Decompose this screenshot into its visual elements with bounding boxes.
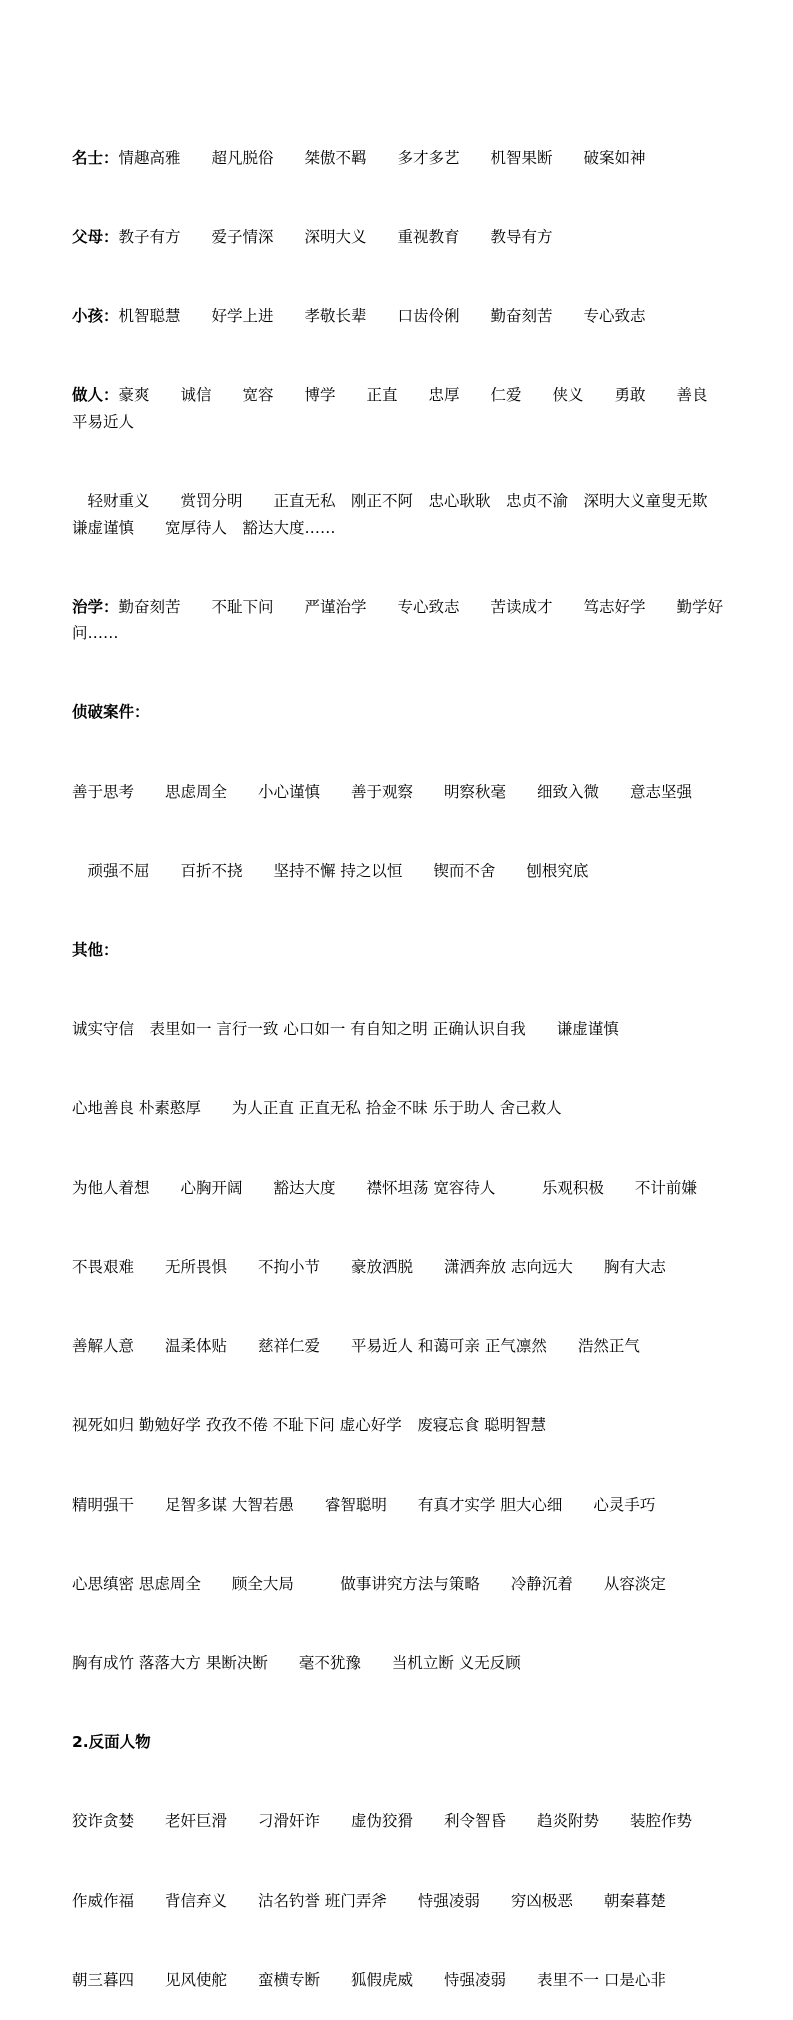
text-line xyxy=(72,779,727,805)
text-line xyxy=(72,1888,727,1914)
line-text: 心思缜密 思虑周全 顾全大局 做事讲究方法与策略 冷静沉着 从容淡定 xyxy=(72,1574,666,1593)
line-text: 胸有成竹 落落大方 果断决断 毫不犹豫 当机立断 义无反顾 xyxy=(72,1653,521,1672)
line-label: 侦破案件： xyxy=(72,703,150,722)
text-line xyxy=(72,1095,727,1121)
text-line xyxy=(72,1412,727,1438)
text-line xyxy=(72,858,727,884)
line-text: 教子有方 爱子情深 深明大义 重视教育 教导有方 xyxy=(118,228,553,247)
text-line xyxy=(72,145,727,171)
line-text: 为他人着想 心胸开阔 豁达大度 襟怀坦荡 宽容待人 乐观积极 不计前嫌 xyxy=(72,1178,697,1197)
line-label: 其他： xyxy=(72,941,119,959)
section-heading xyxy=(72,699,727,725)
text-line xyxy=(72,382,739,435)
line-text: 心地善良 朴素憨厚 为人正直 正直无私 拾金不昧 乐于助人 舍己救人 xyxy=(72,1099,562,1118)
text-line xyxy=(72,488,727,541)
line-text: 情趣高雅 超凡脱俗 桀傲不羁 多才多艺 机智果断 破案如神 xyxy=(118,148,646,167)
line-text: 作威作福 背信弃义 沽名钓誉 班门弄斧 恃强凌弱 穷凶极恶 朝秦暮楚 xyxy=(72,1891,666,1910)
text-line xyxy=(72,1571,727,1597)
line-text: 善于思考 思虑周全 小心谨慎 善于观察 明察秋毫 细致入微 意志坚强 xyxy=(72,782,693,801)
line-label: 做人： xyxy=(72,386,119,405)
line-text: 视死如归 勤勉好学 孜孜不倦 不耻下问 虚心好学 废寝忘食 聪明智慧 xyxy=(72,1416,547,1435)
section-heading xyxy=(72,937,727,963)
line-text: 善解人意 温柔体贴 慈祥仁爱 平易近人 和蔼可亲 正气凛然 浩然正气 xyxy=(72,1337,640,1356)
text-line xyxy=(72,1254,727,1280)
line-text: 顽强不屈 百折不挠 坚持不懈 持之以恒 锲而不舍 刨根究底 xyxy=(72,861,589,880)
line-text: 诚实守信 表里如一 言行一致 心口如一 有自知之明 正确认识自我 谦虚谨慎 xyxy=(72,1020,619,1039)
text-line xyxy=(72,1967,727,1993)
text-line xyxy=(72,1808,727,1834)
line-label: 治学： xyxy=(72,597,119,616)
text-line xyxy=(72,594,727,647)
text-line xyxy=(72,1650,727,1676)
line-label: 2.反面人物 xyxy=(72,1733,151,1752)
line-label: 父母： xyxy=(72,228,119,247)
line-text: 机智聪慧 好学上进 孝敬长辈 口齿伶俐 勤奋刻苦 专心致志 xyxy=(118,307,646,326)
text-line xyxy=(72,1333,727,1359)
line-text: 不畏艰难 无所畏惧 不拘小节 豪放洒脱 潇洒奔放 志向远大 胸有大志 xyxy=(72,1257,666,1276)
text-line xyxy=(72,1492,727,1518)
text-line xyxy=(72,1016,727,1042)
section-heading xyxy=(72,1729,727,1755)
document-body xyxy=(72,92,739,2020)
line-label: 小孩： xyxy=(72,307,119,326)
line-text: 朝三暮四 见风使舵 蛮横专断 狐假虎威 恃强凌弱 表里不一 口是心非 xyxy=(72,1970,666,1989)
line-label: 名士： xyxy=(72,148,119,167)
line-text: 狡诈贪婪 老奸巨滑 刁滑奸诈 虚伪狡猾 利令智昏 趋炎附势 装腔作势 xyxy=(72,1812,693,1831)
line-text: 豪爽 诚信 宽容 博学 正直 忠厚 仁爱 侠义 勇敢 善良 平易近人 xyxy=(72,386,739,431)
text-line xyxy=(72,224,727,250)
text-line xyxy=(72,303,727,329)
line-text: 轻财重义 赏罚分明 正直无私 刚正不阿 忠心耿耿 忠贞不渝 深明大义童叟无欺 谦虚谨慎 宽厚待人 豁达大度…… xyxy=(72,492,724,537)
line-text: 精明强干 足智多谋 大智若愚 睿智聪明 有真才实学 胆大心细 心灵手巧 xyxy=(72,1495,656,1514)
line-text: 勤奋刻苦 不耻下问 严谨治学 专心致志 苦读成才 笃志好学 勤学好问…… xyxy=(72,597,724,643)
text-line xyxy=(72,1175,727,1201)
